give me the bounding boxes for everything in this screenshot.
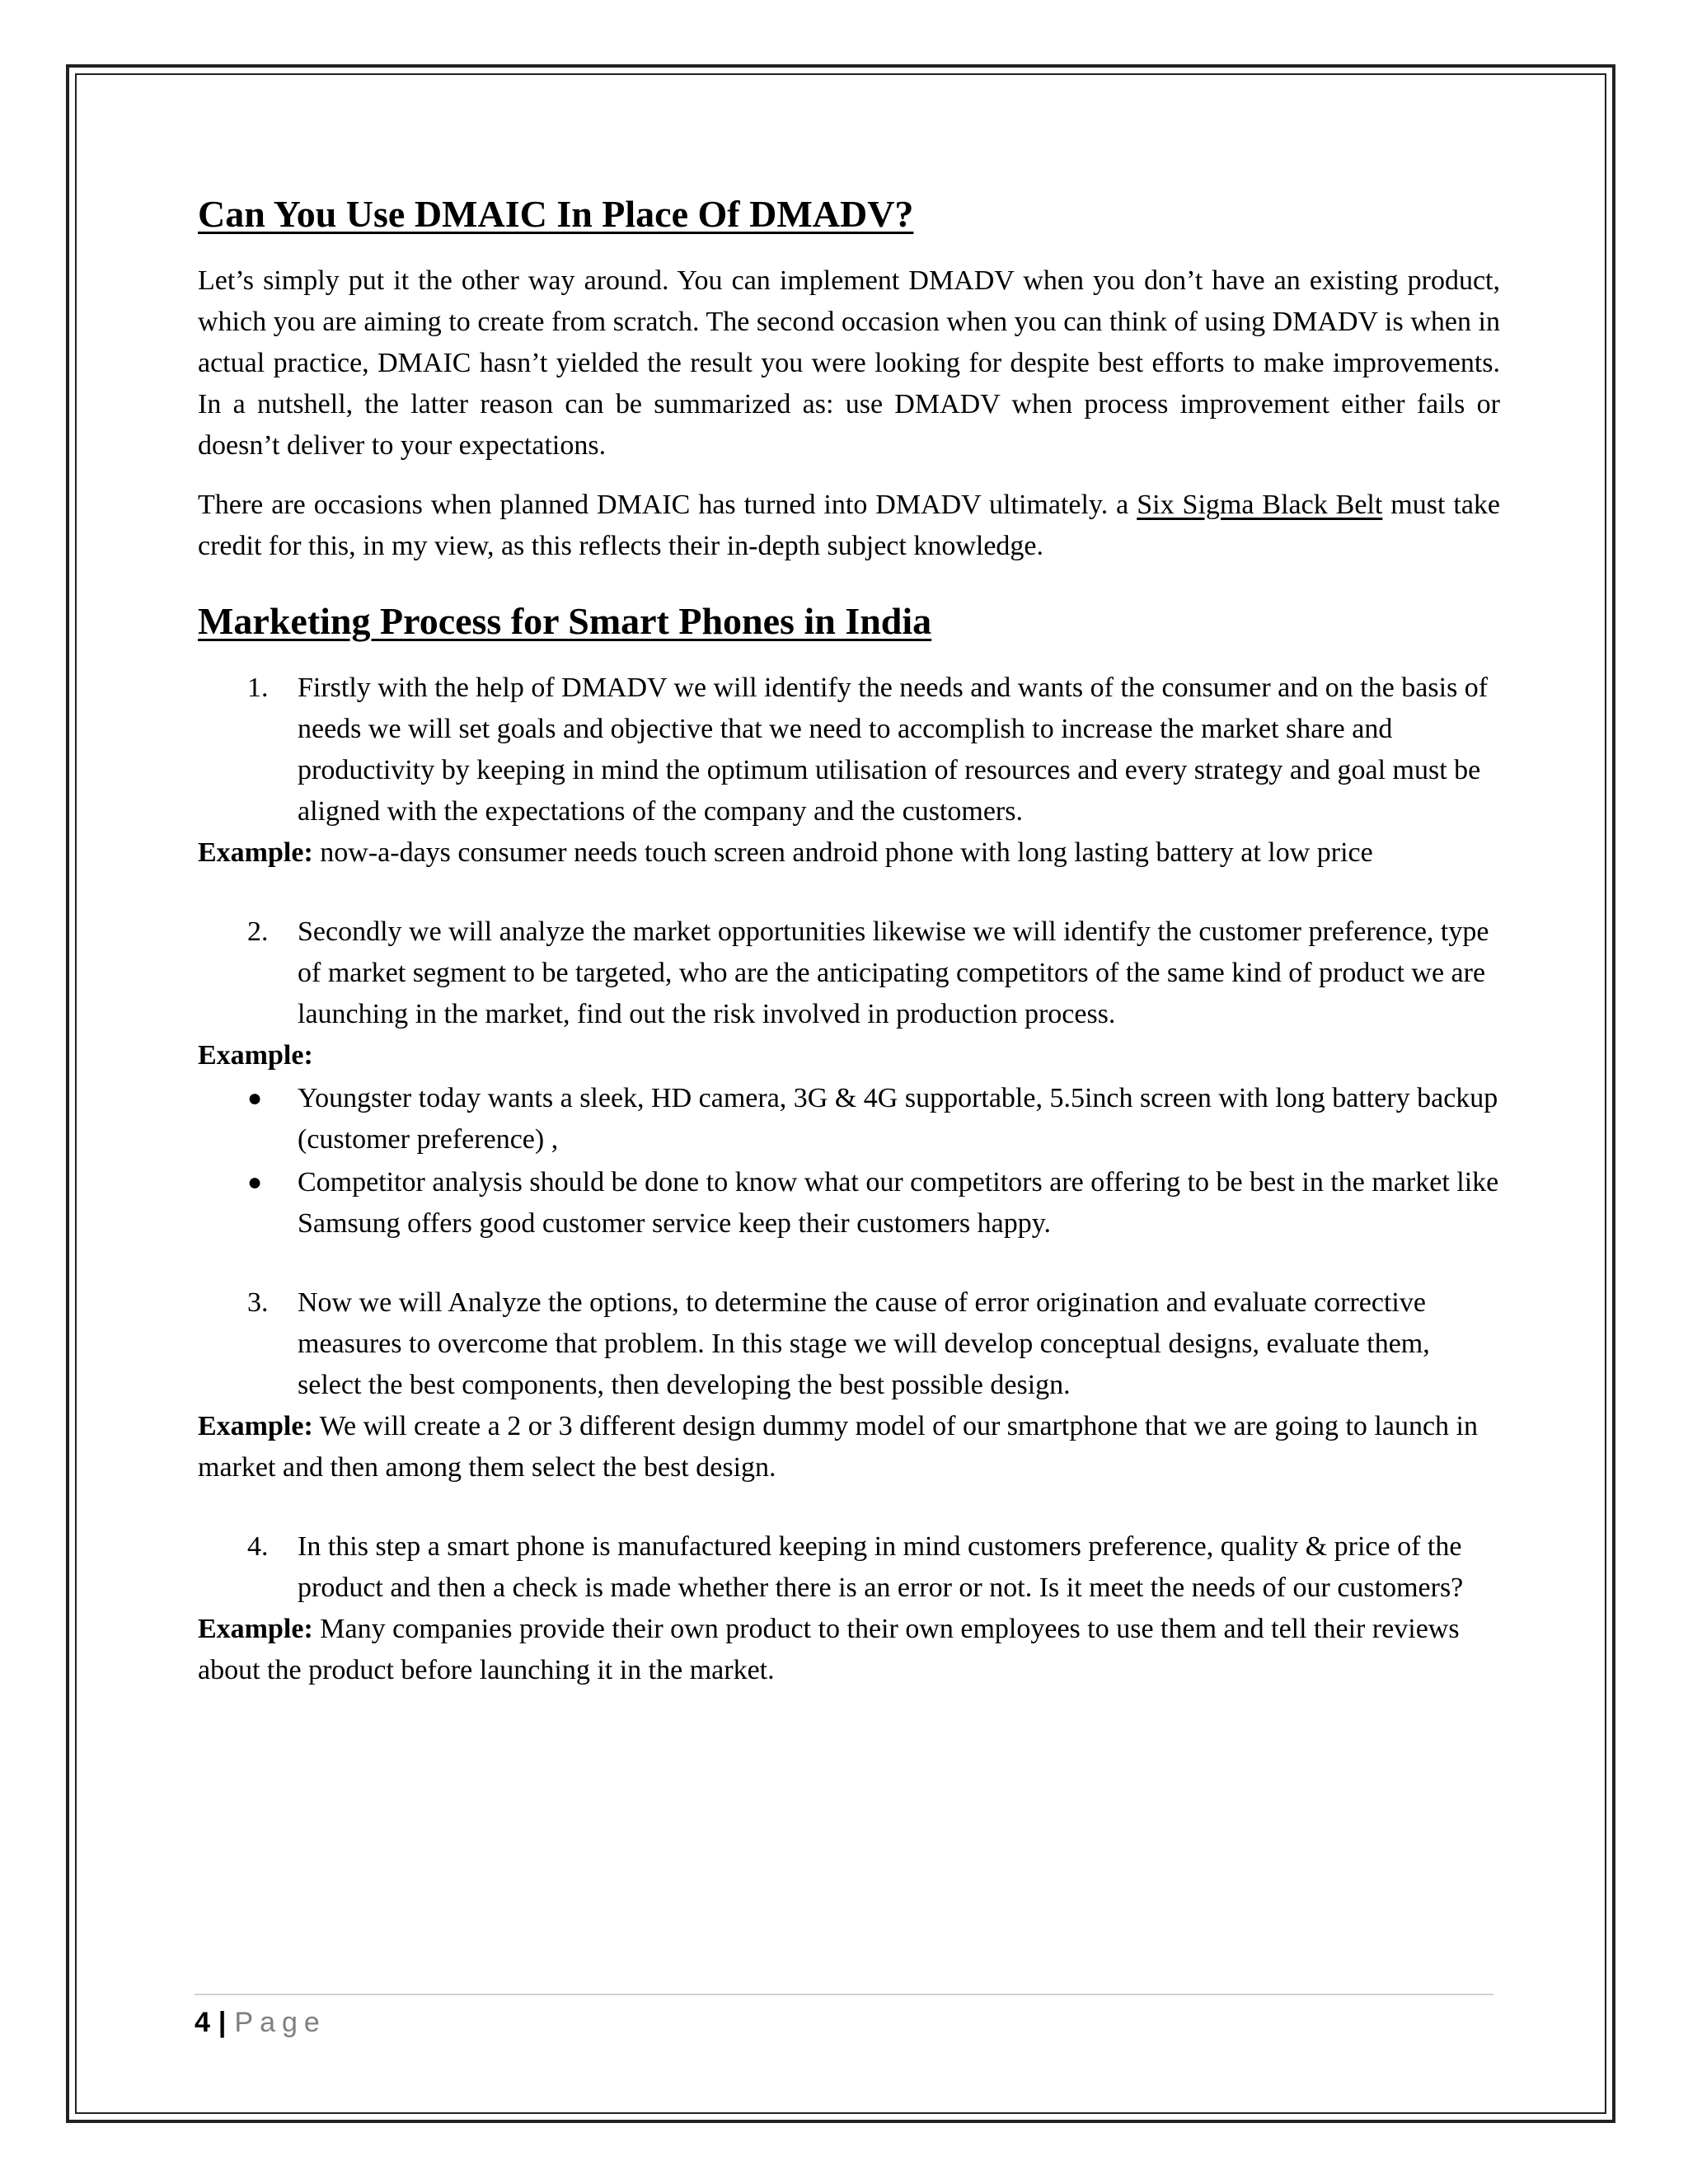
example-text: Many companies provide their own product to their own employees to use them and tell their reviews about the product before launching it in the market. xyxy=(198,1614,1460,1685)
list-item-text: Secondly we will analyze the market opportunities likewise we will identify the customer preference, type of market segment to be targeted, who are the anticipating competitors of the same kind of product we are launching in the market, find out the risk involved in production process. xyxy=(298,916,1489,1029)
list-number: 3. xyxy=(247,1287,269,1318)
page-content xyxy=(198,190,1500,1691)
list-number: 4. xyxy=(247,1531,269,1562)
example-label: Example: xyxy=(198,837,313,868)
list-number: 1. xyxy=(247,673,269,703)
example-line xyxy=(198,832,1500,874)
page-label: Page xyxy=(234,2007,326,2038)
list-item xyxy=(198,1526,1500,1609)
example-text: We will create a 2 or 3 different design dummy model of our smartphone that we are going to launch in market and then among them select the best design. xyxy=(198,1411,1479,1483)
section-heading-dmaic: Can You Use DMAIC In Place Of DMADV? xyxy=(198,193,914,235)
six-sigma-black-belt-link[interactable]: Six Sigma Black Belt xyxy=(1137,490,1383,520)
example-line xyxy=(198,1406,1500,1488)
list-item-text: In this step a smart phone is manufactured keeping in mind customers preference, quality & price of the product and then a check is made whether there is an error or not. Is it meet the needs of our customers? xyxy=(298,1531,1464,1603)
bullet-text: Competitor analysis should be done to know what our competitors are offering to be best in the market like Samsung offers good customer service keep their customers happy. xyxy=(298,1167,1499,1239)
page-number: 4 xyxy=(195,2007,210,2038)
paragraph-text: There are occasions when planned DMAIC has turned into DMADV ultimately. a xyxy=(198,490,1137,520)
example-line xyxy=(198,1035,1500,1076)
bullet-dot: ● xyxy=(247,1085,263,1112)
example-line xyxy=(198,1609,1500,1691)
paragraph-text: must take credit for this, in my view, as this reflects their in-depth subject knowledge. xyxy=(198,490,1500,561)
bullet-dot: ● xyxy=(247,1169,263,1196)
bullet-item xyxy=(198,1162,1500,1244)
list-item xyxy=(198,1282,1500,1406)
footer-divider xyxy=(195,1994,1493,1995)
footer-separator: | xyxy=(218,2007,227,2038)
list-item-text: Now we will Analyze the options, to determine the cause of error origination and evaluate corrective measures to overcome that problem. In this stage we will develop conceptual designs, evaluate them, select the best components, then developing the best possible design. xyxy=(298,1287,1430,1400)
section-heading-marketing: Marketing Process for Smart Phones in India xyxy=(198,600,932,642)
paragraph-black-belt xyxy=(198,485,1500,567)
page-footer xyxy=(195,2004,326,2041)
example-label: Example: xyxy=(198,1614,313,1644)
list-item-text: Firstly with the help of DMADV we will identify the needs and wants of the consumer and on the basis of needs we will set goals and objective that we need to accomplish to increase the market share and productivity by keeping in mind the optimum utilisation of resources and every strategy and goal must be aligned with the expectations of the company and the customers. xyxy=(298,673,1489,827)
bullet-item xyxy=(198,1078,1500,1160)
list-number: 2. xyxy=(247,916,269,947)
example-label: Example: xyxy=(198,1040,313,1071)
paragraph-dmadv-usage: Let’s simply put it the other way around. You can implement DMADV when you don’t have an existing product, which you are aiming to create from scratch. The second occasion when you can think of using DMADV is when in actual practice, DMAIC hasn’t yielded the result you were looking for despite best efforts to make improvements. In a nutshell, the latter reason can be summarized as: use DMADV when process improvement either fails or doesn’t deliver to your expectations. xyxy=(198,265,1500,461)
list-item xyxy=(198,668,1500,832)
example-label: Example: xyxy=(198,1411,313,1441)
bullet-text: Youngster today wants a sleek, HD camera, 3G & 4G supportable, 5.5inch screen with long battery backup (customer preference) , xyxy=(298,1083,1498,1155)
list-item xyxy=(198,912,1500,1035)
example-text: now-a-days consumer needs touch screen android phone with long lasting battery at low price xyxy=(312,837,1373,868)
